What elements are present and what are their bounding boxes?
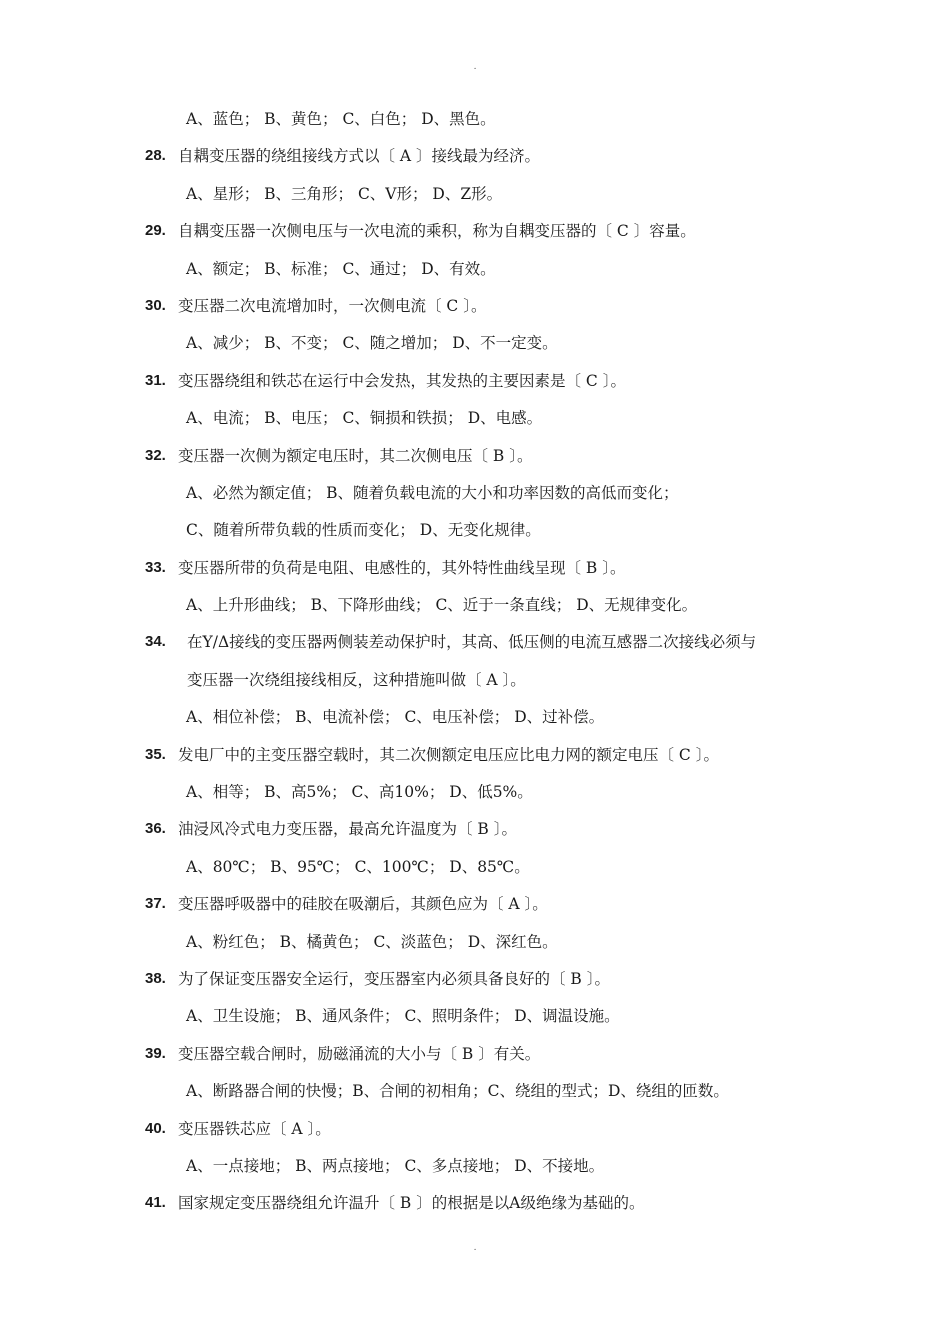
answer-options: A、减少； B、不变； C、随之增加； D、不一定变。: [186, 334, 558, 353]
question-number: 38.: [145, 969, 166, 987]
question-number: 33.: [145, 558, 166, 576]
question-number: 29.: [145, 222, 166, 240]
question-number: 31.: [145, 371, 166, 389]
question-text: 自耦变压器一次侧电压与一次电流的乘积，称为自耦变压器的〔 C 〕容量。: [178, 222, 696, 241]
question-line: [0, 968, 950, 1005]
question-list: [0, 108, 950, 1230]
question-number: 40.: [145, 1119, 166, 1137]
question-line: [0, 1192, 950, 1229]
question-number: 35.: [145, 745, 166, 763]
answer-options: A、必然为额定值； B、随着负载电流的大小和功率因数的高低而变化；: [186, 483, 679, 502]
question-number: 36.: [145, 820, 166, 838]
answer-options: A、相等； B、高5%； C、高10%； D、低5%。: [186, 783, 533, 802]
question-text-continuation: 变压器一次绕组接线相反，这种措施叫做〔 A 〕。: [187, 670, 526, 689]
question-text: 变压器二次电流增加时，一次侧电流〔 C 〕。: [178, 296, 487, 315]
answer-options: A、相位补偿； B、电流补偿； C、电压补偿； D、过补偿。: [186, 708, 605, 727]
question-text: 发电厂中的主变压器空载时，其二次侧额定电压应比电力网的额定电压〔 C 〕。: [178, 745, 719, 764]
question-text: 在Y/Δ接线的变压器两侧装差动保护时，其高、低压侧的电流互感器二次接线必须与: [187, 633, 757, 652]
question-line: [0, 1043, 950, 1080]
question-number: 28.: [145, 147, 166, 165]
page-top-mark: .: [473, 62, 477, 72]
question-text: 变压器所带的负荷是电阻、电感性的，其外特性曲线呈现〔 B 〕。: [178, 558, 626, 577]
question-number: 39.: [145, 1044, 166, 1062]
question-number: 30.: [145, 296, 166, 314]
question-line: [0, 631, 950, 668]
question-line: [0, 1118, 950, 1155]
question-text: 自耦变压器的绕组接线方式以〔 A 〕接线最为经济。: [178, 147, 541, 166]
question-line: [0, 295, 950, 332]
question-number: 32.: [145, 446, 166, 464]
answer-options: A、额定； B、标准； C、通过； D、有效。: [186, 259, 496, 278]
question-number: 41.: [145, 1194, 166, 1212]
question-line: [0, 557, 950, 594]
page-bottom-mark: .: [473, 1243, 477, 1253]
question-text: 为了保证变压器安全运行，变压器室内必须具备良好的〔 B 〕。: [178, 969, 610, 988]
question-text: 变压器一次侧为额定电压时，其二次侧电压〔 B 〕。: [178, 446, 533, 465]
question-text: 国家规定变压器绕组允许温升〔 B 〕的根据是以A级绝缘为基础的。: [178, 1194, 645, 1213]
answer-options: A、粉红色； B、橘黄色； C、淡蓝色； D、深红色。: [186, 932, 558, 951]
question-text: 变压器空载合闸时，励磁涌流的大小与〔 B 〕有关。: [178, 1044, 541, 1063]
question-number: 37.: [145, 895, 166, 913]
question-text: 变压器绕组和铁芯在运行中会发热，其发热的主要因素是〔 C 〕。: [178, 371, 626, 390]
question-line: [0, 893, 950, 930]
question-line: [0, 818, 950, 855]
question-line: [0, 744, 950, 781]
answer-options: A、80℃； B、95℃； C、100℃； D、85℃。: [186, 857, 530, 876]
question-text: 变压器呼吸器中的硅胶在吸潮后，其颜色应为〔 A 〕。: [178, 895, 548, 914]
question-text: 变压器铁芯应〔 A 〕。: [178, 1119, 331, 1138]
question-line: [0, 220, 950, 257]
answer-options: A、断路器合闸的快慢；B、合闸的初相角；C、绕组的型式；D、绕组的匝数。: [186, 1082, 729, 1101]
answer-options: A、蓝色； B、黄色； C、白色； D、黑色。: [186, 110, 496, 128]
answer-options: C、随着所带负载的性质而变化； D、无变化规律。: [186, 521, 541, 540]
answer-options: A、卫生设施； B、通风条件； C、照明条件； D、调温设施。: [186, 1007, 620, 1026]
answer-options: A、电流； B、电压； C、铜损和铁损； D、电感。: [186, 409, 543, 428]
question-text: 油浸风冷式电力变压器，最高允许温度为〔 B 〕。: [178, 820, 517, 839]
answer-options: A、上升形曲线； B、下降形曲线； C、近于一条直线； D、无规律变化。: [186, 596, 698, 615]
question-line: [0, 370, 950, 407]
question-line: [0, 445, 950, 482]
question-line: [0, 145, 950, 182]
question-number: 34.: [145, 633, 166, 651]
answer-options: A、一点接地； B、两点接地； C、多点接地； D、不接地。: [186, 1156, 605, 1175]
answer-options: A、星形； B、三角形； C、V形； D、Z形。: [186, 184, 503, 203]
